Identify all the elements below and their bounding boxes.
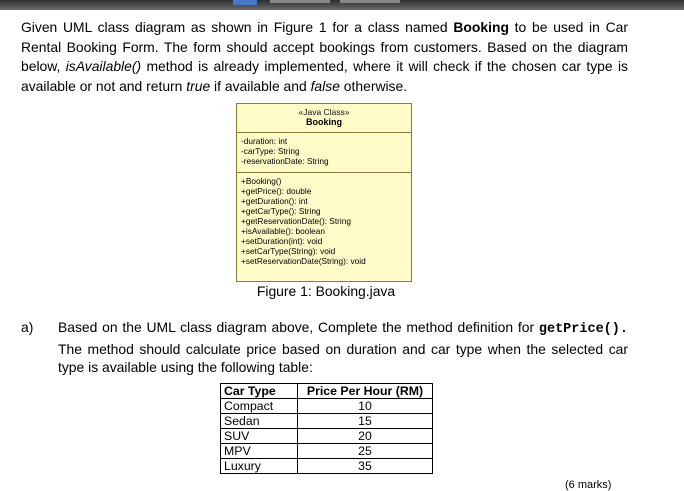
table-row [221, 444, 433, 459]
question-text-part: The method should calculate price based on duration and car type when the selected car type is available using the following table: [58, 340, 628, 375]
car-type-cell: Luxury [221, 459, 298, 474]
car-type-cell: SUV [221, 429, 298, 444]
uml-attribute: -duration: int [241, 136, 288, 146]
table-row [221, 459, 433, 474]
class-name-bold: Booking [453, 19, 509, 35]
question-text-part: Based on the UML class diagram above, Complete the method definition for [58, 319, 539, 335]
intro-text: method is already implemented, where it will check if the chosen car type is available or not and return [21, 58, 628, 94]
uml-operation: +setDuration(int): void [241, 236, 323, 246]
price-table [220, 383, 433, 474]
price-cell: 25 [298, 444, 433, 459]
intro-text: if available and [210, 77, 311, 94]
uml-operations [237, 173, 411, 266]
price-cell: 10 [298, 399, 433, 414]
window-top-bar [0, 0, 684, 10]
method-code: getPrice(). [538, 322, 628, 337]
car-type-cell: Sedan [221, 414, 298, 429]
price-cell: 15 [298, 414, 433, 429]
uml-operation: +getPrice(): double [241, 186, 312, 196]
intro-paragraph [21, 18, 628, 96]
uml-stereotype: «Java Class» [298, 107, 350, 117]
question-text [58, 318, 628, 377]
car-type-cell: Compact [221, 399, 298, 414]
price-cell: 20 [298, 429, 433, 444]
uml-attribute: -reservationDate: String [241, 156, 329, 166]
uml-attribute: -carType: String [241, 146, 300, 156]
false-italic: false [310, 77, 340, 94]
uml-attributes [237, 133, 411, 173]
method-name-italic: isAvailable() [65, 58, 142, 74]
true-italic: true [186, 77, 211, 94]
column-header-car-type: Car Type [221, 384, 298, 399]
tab-indicator [270, 0, 330, 3]
column-header-price: Price Per Hour (RM) [298, 384, 433, 399]
price-cell: 35 [298, 459, 433, 474]
question-label: a) [21, 319, 34, 335]
uml-class-header [237, 104, 411, 133]
intro-text: to be used in Car Rental Booking Form. The form should accept bookings from customers. Based on the diagram below, [21, 19, 628, 74]
intro-text: otherwise. [339, 77, 408, 94]
table-row [221, 414, 433, 429]
tab-indicator [233, 0, 257, 5]
uml-class-name: Booking [306, 117, 342, 127]
uml-operation: +getDuration(): int [241, 196, 308, 206]
figure-caption: Figure 1: Booking.java [256, 283, 396, 299]
intro-text: Given UML class diagram as shown in Figure 1 for a class named [21, 19, 454, 35]
table-header-row [221, 384, 433, 399]
car-type-cell: MPV [221, 444, 298, 459]
tab-indicator [340, 0, 400, 3]
uml-operation: +setCarType(String): void [241, 246, 336, 256]
uml-operation: +setReservationDate(String): void [241, 256, 366, 266]
table-row [221, 429, 433, 444]
uml-operation: +Booking() [241, 176, 282, 186]
uml-operation: +isAvailable(): boolean [241, 226, 326, 236]
uml-operation: +getCarType(): String [241, 206, 321, 216]
uml-class-box [236, 103, 412, 282]
table-row [221, 399, 433, 414]
marks-label: (6 marks) [565, 479, 612, 491]
uml-operation: +getReservationDate(): String [241, 216, 351, 226]
